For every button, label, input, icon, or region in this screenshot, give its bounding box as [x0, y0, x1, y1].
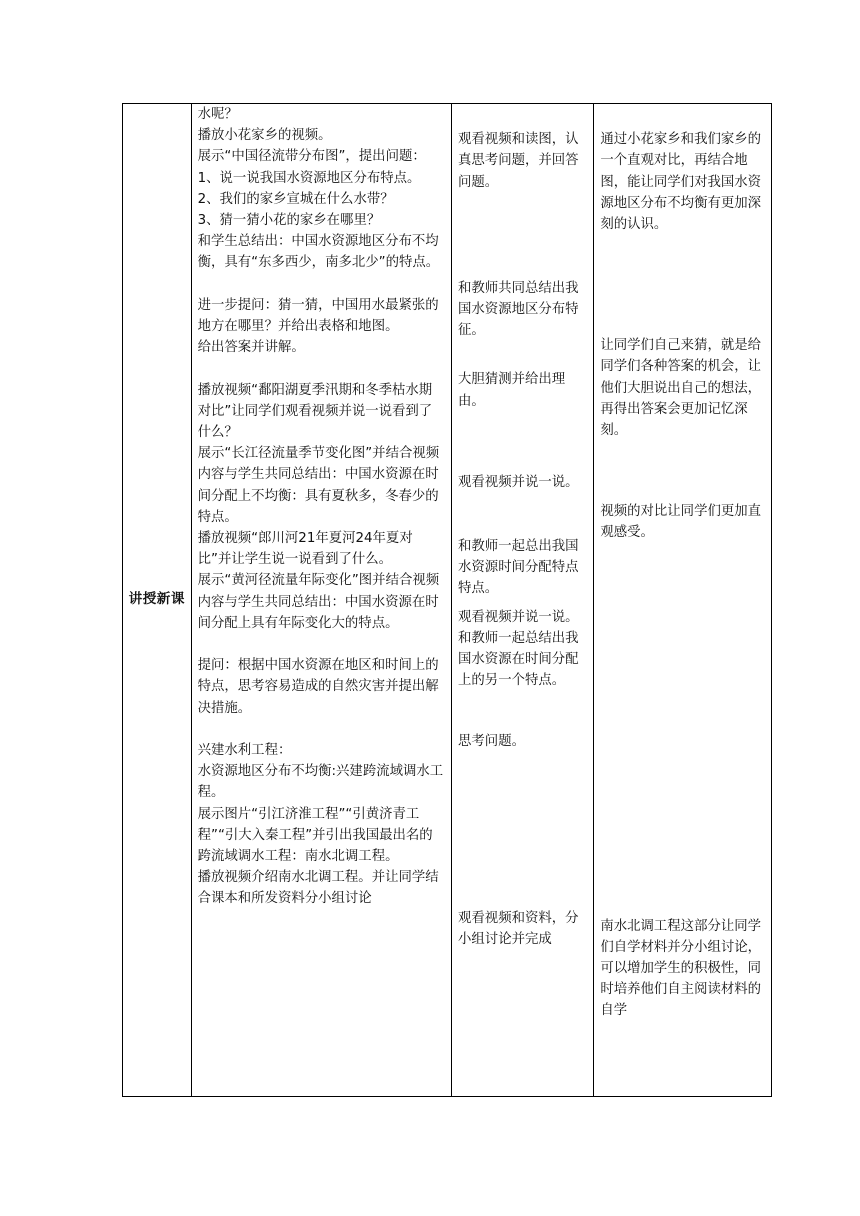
teacher-line: 展示“长江径流量季节变化图”并结合视频内容与学生共同总结出：中国水资源在时间分配上不均衡：具有夏秋多，冬春少的特点。: [197, 446, 440, 525]
teacher-line: 水资源地区分布不均衡:兴建跨流域调水工程。: [197, 764, 444, 801]
student-text: 观看视频和读图，认真思考问题，并回答问题。: [458, 132, 579, 190]
design-intent-cell: [594, 104, 772, 1097]
teacher-line: 1、说一说我国水资源地区分布特点。: [197, 170, 421, 186]
paragraph-gap: [600, 235, 765, 335]
lesson-plan-table: [122, 103, 772, 1097]
teacher-line: 播放小花家乡的视频。: [197, 128, 332, 144]
teacher-line: 展示图片“引江济淮工程”“引黄济青工程”“引大入秦工程”并引出我国最出名的跨流域调水工程：南水北调工程。: [197, 806, 433, 865]
paragraph-gap: [198, 358, 445, 379]
student-text: 和教师一起总结出我国水资源在时间分配上的另一个特点。: [458, 630, 579, 689]
teacher-line: 展示“中国径流带分布图”，提出问题：: [197, 149, 426, 165]
teacher-line: 展示“黄河径流量年际变化”图并结合视频内容与学生共同总结出：中国水资源在时间分配上具有年际变化大的特点。: [197, 573, 440, 631]
teacher-line: 播放视频“郎川河21年夏河24年夏对比”并让学生说一说看到了什么。: [197, 531, 413, 568]
teacher-line: 给出答案并讲解。: [197, 340, 305, 356]
student-activity-cell: [452, 104, 594, 1097]
intent-text: 让同学们自己来猜，就是给同学们各种答案的机会，让他们大胆说出自己的想法，再得出答案会更加记忆深刻。: [600, 338, 762, 439]
student-text: 思考问题。: [458, 734, 525, 750]
intent-text: 视频的对比让同学们更加直观感受。: [600, 504, 762, 541]
teacher-line: 播放视频“鄱阳湖夏季汛期和冬季枯水期对比”让同学们观看视频并说一说看到了什么？: [197, 382, 433, 441]
paragraph-gap: [458, 600, 587, 607]
paragraph-gap: [600, 104, 765, 125]
paragraph-gap: [458, 193, 587, 278]
table-row: [123, 104, 772, 1097]
paragraph-gap: [458, 753, 587, 908]
section-label: 讲授新课: [128, 591, 185, 608]
teacher-line: 兴建水利工程：: [197, 743, 292, 759]
paragraph-gap: [458, 341, 587, 369]
intent-text: 南水北调工程这部分让同学们自学材料并分小组讨论，可以增加学生的积极性，同时培养他们自主阅读材料的自学: [600, 918, 762, 1019]
section-label-cell: [123, 104, 192, 1097]
teacher-line: 和学生总结出：中国水资源地区分布不均衡，具有“东多西少，南多北少”的特点。: [197, 234, 440, 271]
student-text: 和教师一起总出我国水资源时间分配特点特点。: [458, 539, 579, 597]
paragraph-gap: [198, 274, 445, 295]
student-text: 和教师共同总结出我国水资源地区分布特征。: [458, 280, 579, 339]
student-text: 观看视频并说一说。: [458, 474, 579, 490]
paragraph-gap: [458, 412, 587, 472]
teacher-line: 水呢？: [197, 107, 238, 122]
teacher-line: 2、我们的家乡宣城在什么水带？: [197, 191, 394, 207]
student-text: 观看视频和资料，分小组讨论并完成: [458, 910, 579, 947]
paragraph-gap: [458, 691, 587, 731]
paragraph-gap: [198, 634, 445, 655]
intent-text: 通过小花家乡和我们家乡的一个直观对比，再结合地图，能让同学们对我国水资源地区分布不均衡有更加深刻的认识。: [600, 132, 762, 232]
paragraph-gap: [458, 104, 587, 125]
teacher-line: 3、猜一猜小花的家乡在哪里？: [197, 213, 381, 229]
paragraph-gap: [600, 441, 765, 501]
teacher-activity-cell: [191, 104, 451, 1097]
student-text: 大胆猜测并给出理由。: [458, 372, 566, 409]
student-text: 观看视频并说一说。: [458, 609, 579, 625]
teacher-line: 进一步提问：猜一猜，中国用水最紧张的地方在哪里？并给出表格和地图。: [197, 297, 439, 335]
paragraph-gap: [600, 544, 765, 916]
paragraph-gap: [458, 493, 587, 536]
teacher-line: 提问：根据中国水资源在地区和时间上的特点，思考容易造成的自然灾害并提出解决措施。: [197, 658, 439, 716]
teacher-line: 播放视频介绍南水北调工程。并让同学结合课本和所发资料分小组讨论: [197, 870, 439, 907]
paragraph-gap: [198, 719, 445, 740]
